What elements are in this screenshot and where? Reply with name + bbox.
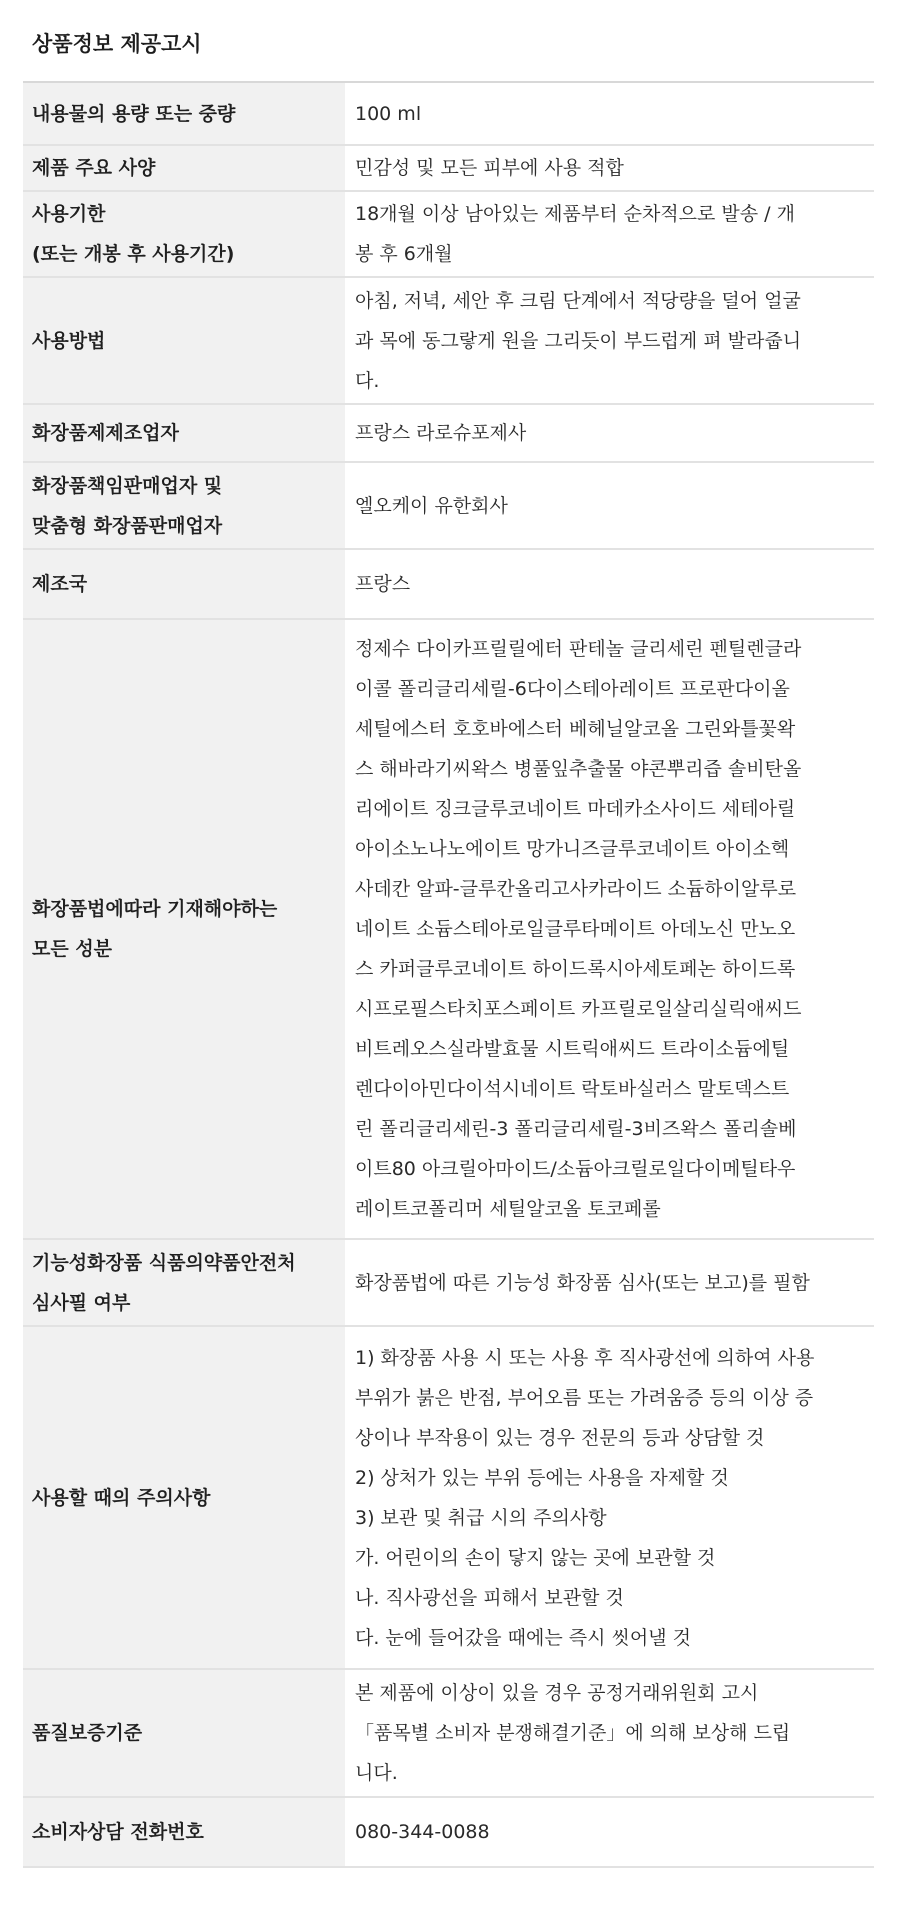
table-row (23, 404, 874, 462)
row-label: 제조국 (23, 549, 345, 619)
row-value: 100 ml (355, 102, 422, 125)
table-row (23, 1669, 874, 1797)
row-label: 사용기한 (또는 개봉 후 사용기간) (23, 191, 345, 277)
product-info-table (23, 81, 874, 1868)
row-label: 화장품책임판매업자 및 맞춤형 화장품판매업자 (23, 462, 345, 549)
row-label: 품질보증기준 (23, 1669, 345, 1797)
row-value: 프랑스 (355, 573, 411, 595)
table-row (23, 549, 874, 619)
table-row (23, 191, 874, 277)
row-label: 사용할 때의 주의사항 (23, 1326, 345, 1669)
row-label: 사용방법 (23, 277, 345, 404)
row-label: 내용물의 용량 또는 중량 (23, 82, 345, 145)
row-label: 기능성화장품 식품의약품안전처 심사필 여부 (23, 1239, 345, 1326)
table-row (23, 462, 874, 549)
table-row (23, 277, 874, 404)
row-value: 아침, 저녁, 세안 후 크림 단계에서 적당량을 덜어 얼굴 과 목에 동그랗게 원을 그리듯이 부드럽게 펴 발라줍니 다. (355, 289, 802, 392)
row-value: 본 제품에 이상이 있을 경우 공정거래위원회 고시 「품목별 소비자 분쟁해결기준」에 의해 보상해 드립 니다. (355, 1682, 791, 1784)
page-title: 상품정보 제공고시 (32, 32, 202, 56)
row-label: 화장품제제조업자 (23, 404, 345, 462)
table-row (23, 1239, 874, 1326)
table-row (23, 145, 874, 191)
row-value: 민감성 및 모든 피부에 사용 적합 (355, 157, 624, 179)
row-value: 프랑스 라로슈포제사 (355, 422, 527, 444)
row-value: 18개월 이상 남아있는 제품부터 순차적으로 발송 / 개 봉 후 6개월 (355, 203, 795, 265)
row-value: 화장품법에 따른 기능성 화장품 심사(또는 보고)를 필함 (355, 1271, 810, 1294)
row-label: 소비자상담 전화번호 (23, 1797, 345, 1867)
row-label: 제품 주요 사양 (23, 145, 345, 191)
row-value: 정제수 다이카프릴릴에터 판테놀 글리세린 펜틸렌글라 이콜 폴리글리세릴-6다이스테아레이트 프로판다이올 세틸에스터 호호바에스터 베헤닐알코올 그린와틀꽃왁 스 해바라기씨왁스 병풀잎추출물 야콘뿌리즙 솔비탄올 리에이트 징크글루코네이트 마데카소사이드 세테아릴 아이소노나노에이트 망가니즈글루코네이트 아이소헥 사데칸 알파-글루칸올리고사카라이드 소듐하이알루로 네이트 소듐스테아로일글루타메이트 아데노신 만노오 스 카퍼글루코네이트 하이드록시아세토페논 하이드록 시프로필스타치포스페이트 카프릴로일살리실릭애씨드 비트레오스실라발효물 시트릭애씨드 트라이소듐에틸 렌다이아민다이석시네이트 락토바실러스 말토덱스트 린 폴리글리세린-3 폴리글리세릴-3비즈왁스 폴리솔베 이트80 아크릴아마이드/소듐아크릴로일다이메틸타우 레이트코폴리머 세틸알코올 토코페롤 (355, 638, 802, 1220)
table-row (23, 1326, 874, 1669)
row-value: 080-344-0088 (355, 1821, 490, 1843)
row-value: 1) 화장품 사용 시 또는 사용 후 직사광선에 의하여 사용 부위가 붉은 반점, 부어오름 또는 가려움증 등의 이상 증 상이나 부작용이 있는 경우 전문의 등과 상담할 것 2) 상처가 있는 부위 등에는 사용을 자제할 것 3) 보관 및 취급 시의 주의사항 가. 어린이의 손이 닿지 않는 곳에 보관할 것 나. 직사광선을 피해서 보관할 것 다. 눈에 들어갔을 때에는 즉시 씻어낼 것 (355, 1346, 815, 1649)
table-row (23, 82, 874, 145)
table-row (23, 1797, 874, 1867)
row-value: 엘오케이 유한회사 (355, 494, 508, 517)
row-label: 화장품법에따라 기재해야하는 모든 성분 (23, 619, 345, 1239)
table-row (23, 619, 874, 1239)
